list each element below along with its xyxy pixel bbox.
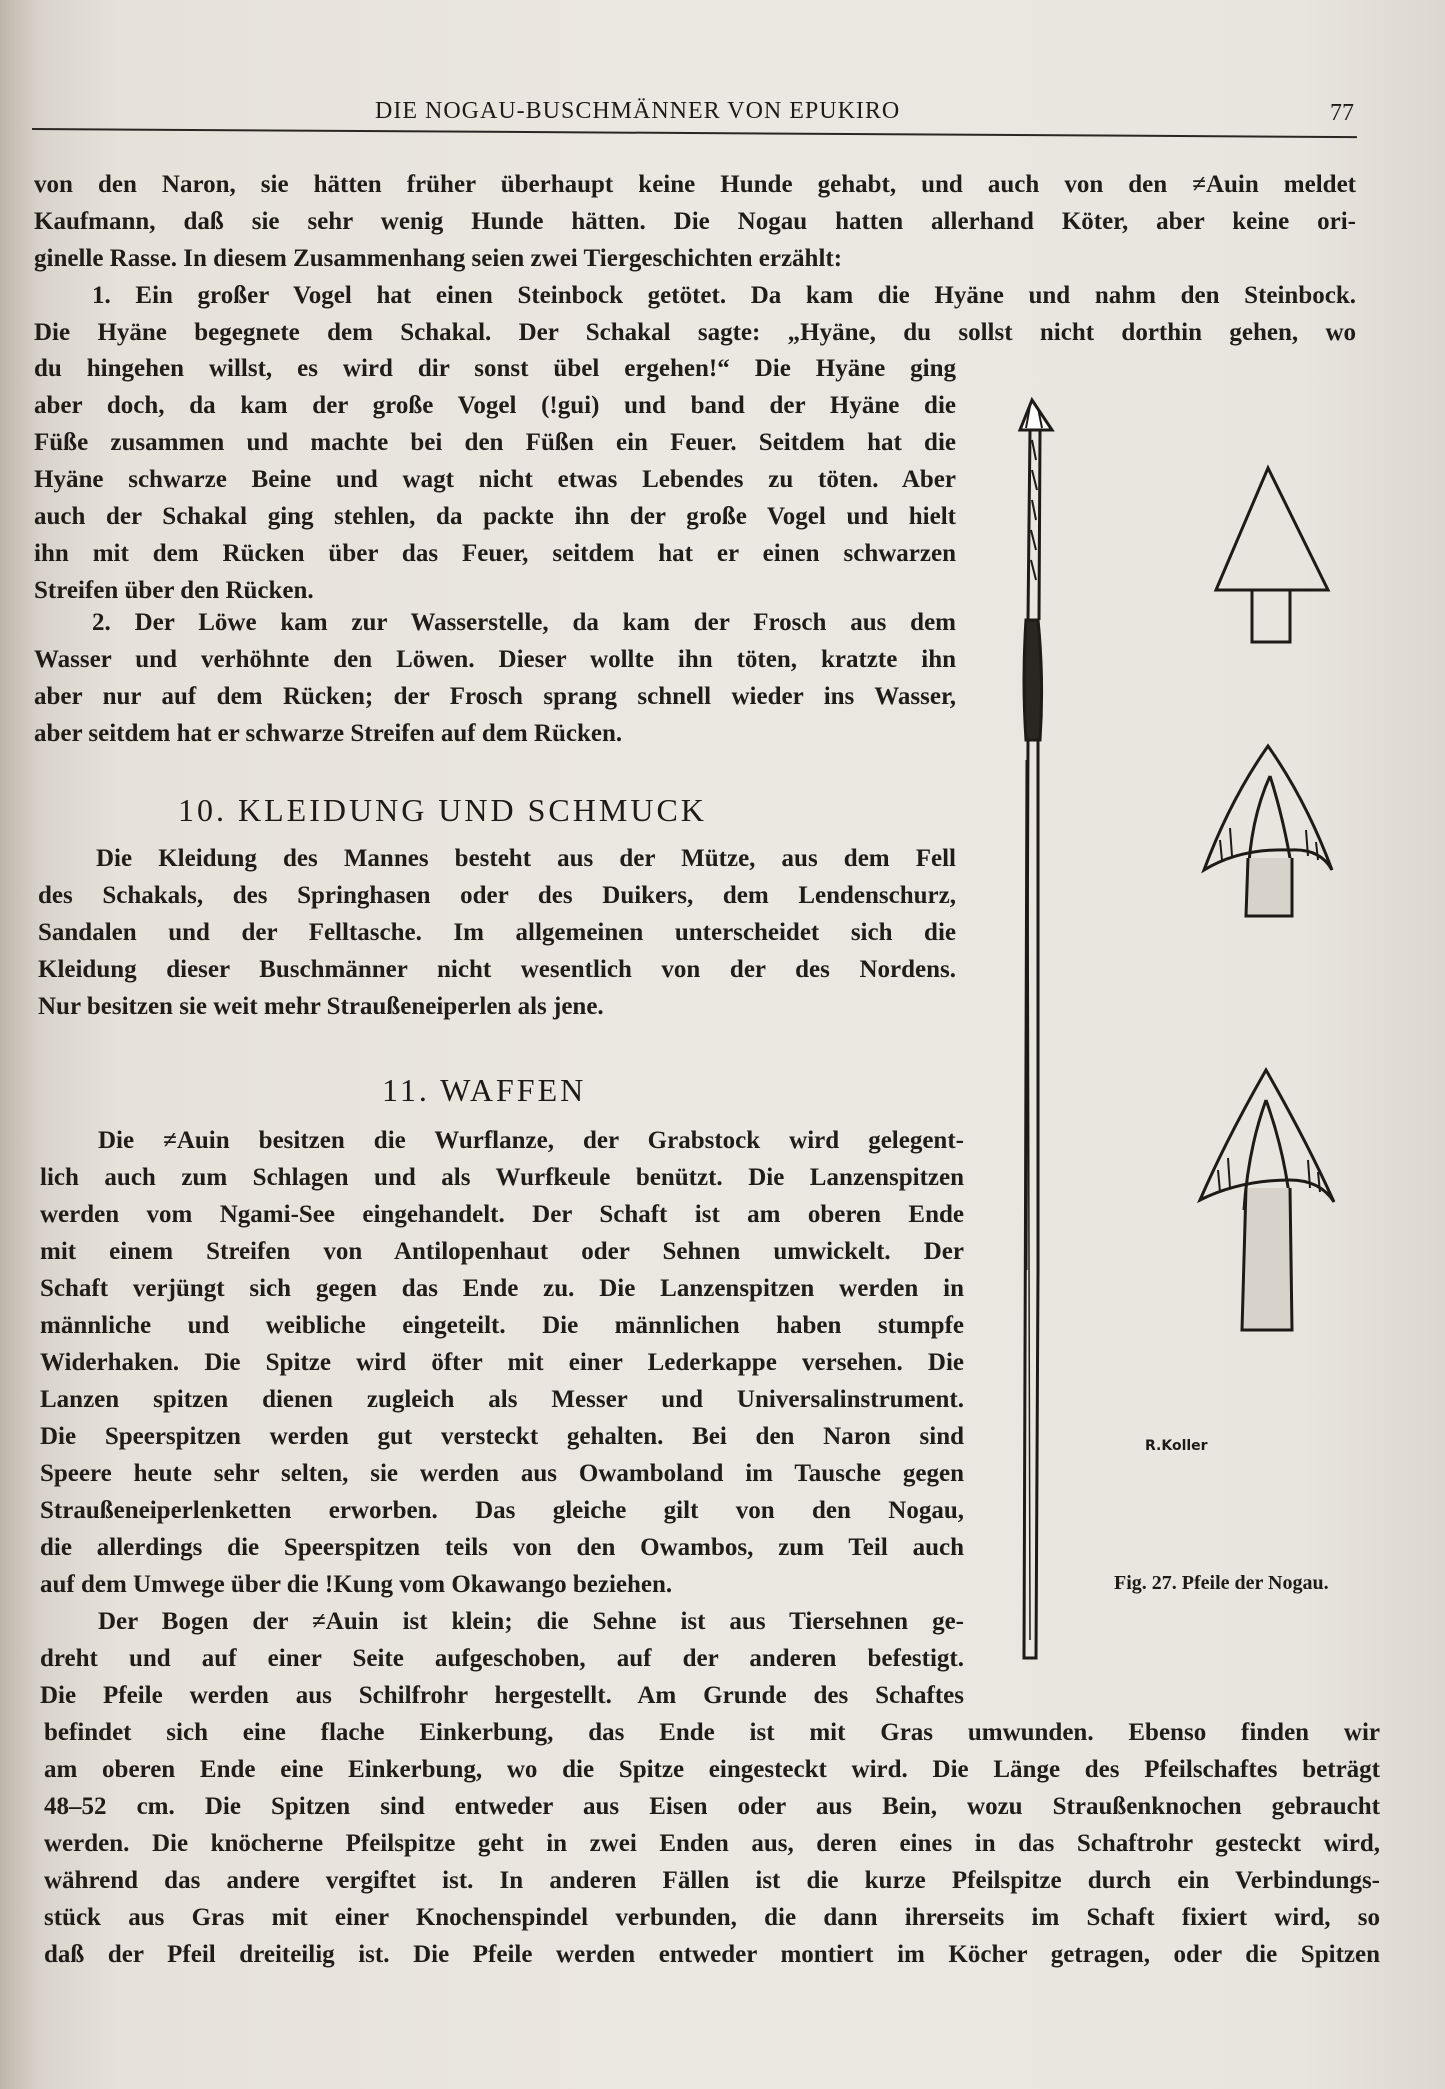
- text-line: während das andere vergiftet ist. In anderen Fällen ist die kurze Pfeilspitze durch ein Verbindungs-: [44, 1867, 1380, 1894]
- running-title: DIE NOGAU-BUSCHMÄNNER VON EPUKIRO: [375, 98, 901, 124]
- story2-paragraph: [34, 604, 956, 752]
- text-line: Der Bogen der ≠Auin ist klein; die Sehne ist aus Tiersehnen ge-: [98, 1608, 964, 1635]
- section-heading-11: 11. WAFFEN: [382, 1072, 587, 1108]
- text-line: ihn mit dem Rücken über das Feuer, seitdem hat er einen schwarzen: [34, 540, 956, 567]
- intro-paragraph: [34, 166, 1356, 351]
- text-line: Speere heute sehr selten, sie werden aus Owamboland im Tausche gegen: [40, 1460, 964, 1487]
- barbed-point-long-icon: [1200, 1070, 1334, 1330]
- text-line: Streifen über den Rücken.: [34, 577, 314, 604]
- text-line: 1. Ein großer Vogel hat einen Steinbock getötet. Da kam die Hyäne und nahm den Steinbock.: [92, 282, 1356, 309]
- text-line: Die Hyäne begegnete dem Schakal. Der Schakal sagte: „Hyäne, du sollst nicht dorthin gehen, wo: [34, 319, 1356, 346]
- text-line: Hyäne schwarze Beine und wagt nicht etwas Lebendes zu töten. Aber: [34, 466, 956, 493]
- section-heading-10: 10. KLEIDUNG UND SCHMUCK: [178, 792, 707, 828]
- story1-paragraph: [34, 350, 956, 609]
- text-line: du hingehen willst, es wird dir sonst übel ergehen!“ Die Hyäne ging: [34, 355, 956, 382]
- text-line: auch der Schakal ging stehlen, da packte ihn der große Vogel und hielt: [34, 503, 956, 530]
- text-line: daß der Pfeil dreiteilig ist. Die Pfeile werden entweder montiert im Köcher getragen, oder die Spitzen: [44, 1941, 1380, 1968]
- full-arrow-icon: [1020, 400, 1052, 1658]
- text-line: Widerhaken. Die Spitze wird öfter mit einer Lederkappe versehen. Die: [40, 1349, 964, 1376]
- text-line: Sandalen und der Felltasche. Im allgemeinen unterscheidet sich die: [38, 919, 956, 946]
- text-line: ginelle Rasse. In diesem Zusammenhang seien zwei Tiergeschichten erzählt:: [34, 245, 843, 272]
- text-line: 48–52 cm. Die Spitzen sind entweder aus Eisen oder aus Bein, wozu Straußenknochen gebraucht: [44, 1793, 1380, 1820]
- figure-caption: Fig. 27. Pfeile der Nogau.: [1114, 1572, 1329, 1594]
- page-number: 77: [1330, 100, 1354, 126]
- text-line: aber seitdem hat er schwarze Streifen auf dem Rücken.: [34, 720, 623, 747]
- text-line: Kleidung dieser Buschmänner nicht wesentlich von der des Nordens.: [38, 956, 956, 983]
- section10-paragraph: [38, 840, 956, 1025]
- text-line: 2. Der Löwe kam zur Wasserstelle, da kam der Frosch aus dem: [92, 609, 956, 636]
- text-line: Wasser und verhöhnte den Löwen. Dieser wollte ihn töten, kratzte ihn: [34, 646, 956, 673]
- text-line: Die Speerspitzen werden gut versteckt gehalten. Bei den Naron sind: [40, 1423, 964, 1450]
- text-line: von den Naron, sie hätten früher überhaupt keine Hunde gehabt, und auch von den ≠Auin meldet: [34, 171, 1356, 198]
- barbed-point-icon: [1204, 746, 1332, 916]
- text-line: Die Pfeile werden aus Schilfrohr hergestellt. Am Grunde des Schaftes: [40, 1682, 964, 1709]
- text-line: Nur besitzen sie weit mehr Straußeneiperlen als jene.: [38, 993, 604, 1020]
- text-line: Füße zusammen und machte bei den Füßen ein Feuer. Seitdem hat die: [34, 429, 956, 456]
- text-line: dreht und auf einer Seite aufgeschoben, auf der anderen befestigt.: [40, 1645, 964, 1672]
- text-line: lich auch zum Schlagen und als Wurfkeule benützt. Die Lanzenspitzen: [40, 1164, 964, 1191]
- text-line: am oberen Ende eine Einkerbung, wo die Spitze eingesteckt wird. Die Länge des Pfeilschaftes beträgt: [44, 1756, 1380, 1783]
- section11-continuation: [44, 1714, 1380, 1973]
- text-line: auf dem Umwege über die !Kung vom Okawango beziehen.: [40, 1571, 673, 1598]
- figure-arrows-illustration: [990, 380, 1410, 1680]
- text-line: mit einem Streifen von Antilopenhaut oder Sehnen umwickelt. Der: [40, 1238, 964, 1265]
- text-line: aber nur auf dem Rücken; der Frosch sprang schnell wieder ins Wasser,: [34, 683, 956, 710]
- section11-paragraph: [40, 1122, 964, 1714]
- text-line: Kaufmann, daß sie sehr wenig Hunde hätten. Die Nogau hatten allerhand Köter, aber keine ori-: [34, 208, 1356, 235]
- text-line: aber doch, da kam der große Vogel (!gui) und band der Hyäne die: [34, 392, 956, 419]
- text-line: männliche und weibliche eingeteilt. Die männlichen haben stumpfe: [40, 1312, 964, 1339]
- text-line: stück aus Gras mit einer Knochenspindel verbunden, die dann ihrerseits im Schaft fixiert wird, so: [44, 1904, 1380, 1931]
- illustrator-signature: R.Koller: [1145, 1438, 1208, 1454]
- triangular-point-icon: [1216, 468, 1328, 642]
- text-line: werden vom Ngami-See eingehandelt. Der Schaft ist am oberen Ende: [40, 1201, 964, 1228]
- text-line: Straußeneiperlenketten erworben. Das gleiche gilt von den Nogau,: [40, 1497, 964, 1524]
- text-line: Schaft verjüngt sich gegen das Ende zu. Die Lanzenspitzen werden in: [40, 1275, 964, 1302]
- text-line: des Schakals, des Springhasen oder des Duikers, dem Lendenschurz,: [38, 882, 956, 909]
- text-line: die allerdings die Speerspitzen teils von den Owambos, zum Teil auch: [40, 1534, 964, 1561]
- text-line: befindet sich eine flache Einkerbung, das Ende ist mit Gras umwunden. Ebenso finden wir: [44, 1719, 1380, 1746]
- text-line: Die ≠Auin besitzen die Wurflanze, der Grabstock wird gelegent-: [98, 1127, 964, 1154]
- text-line: Die Kleidung des Mannes besteht aus der Mütze, aus dem Fell: [96, 845, 956, 872]
- text-line: Lanzen spitzen dienen zugleich als Messer und Universalinstrument.: [40, 1386, 964, 1413]
- text-line: werden. Die knöcherne Pfeilspitze geht in zwei Enden aus, deren eines in das Schaftrohr gesteckt wird,: [44, 1830, 1380, 1857]
